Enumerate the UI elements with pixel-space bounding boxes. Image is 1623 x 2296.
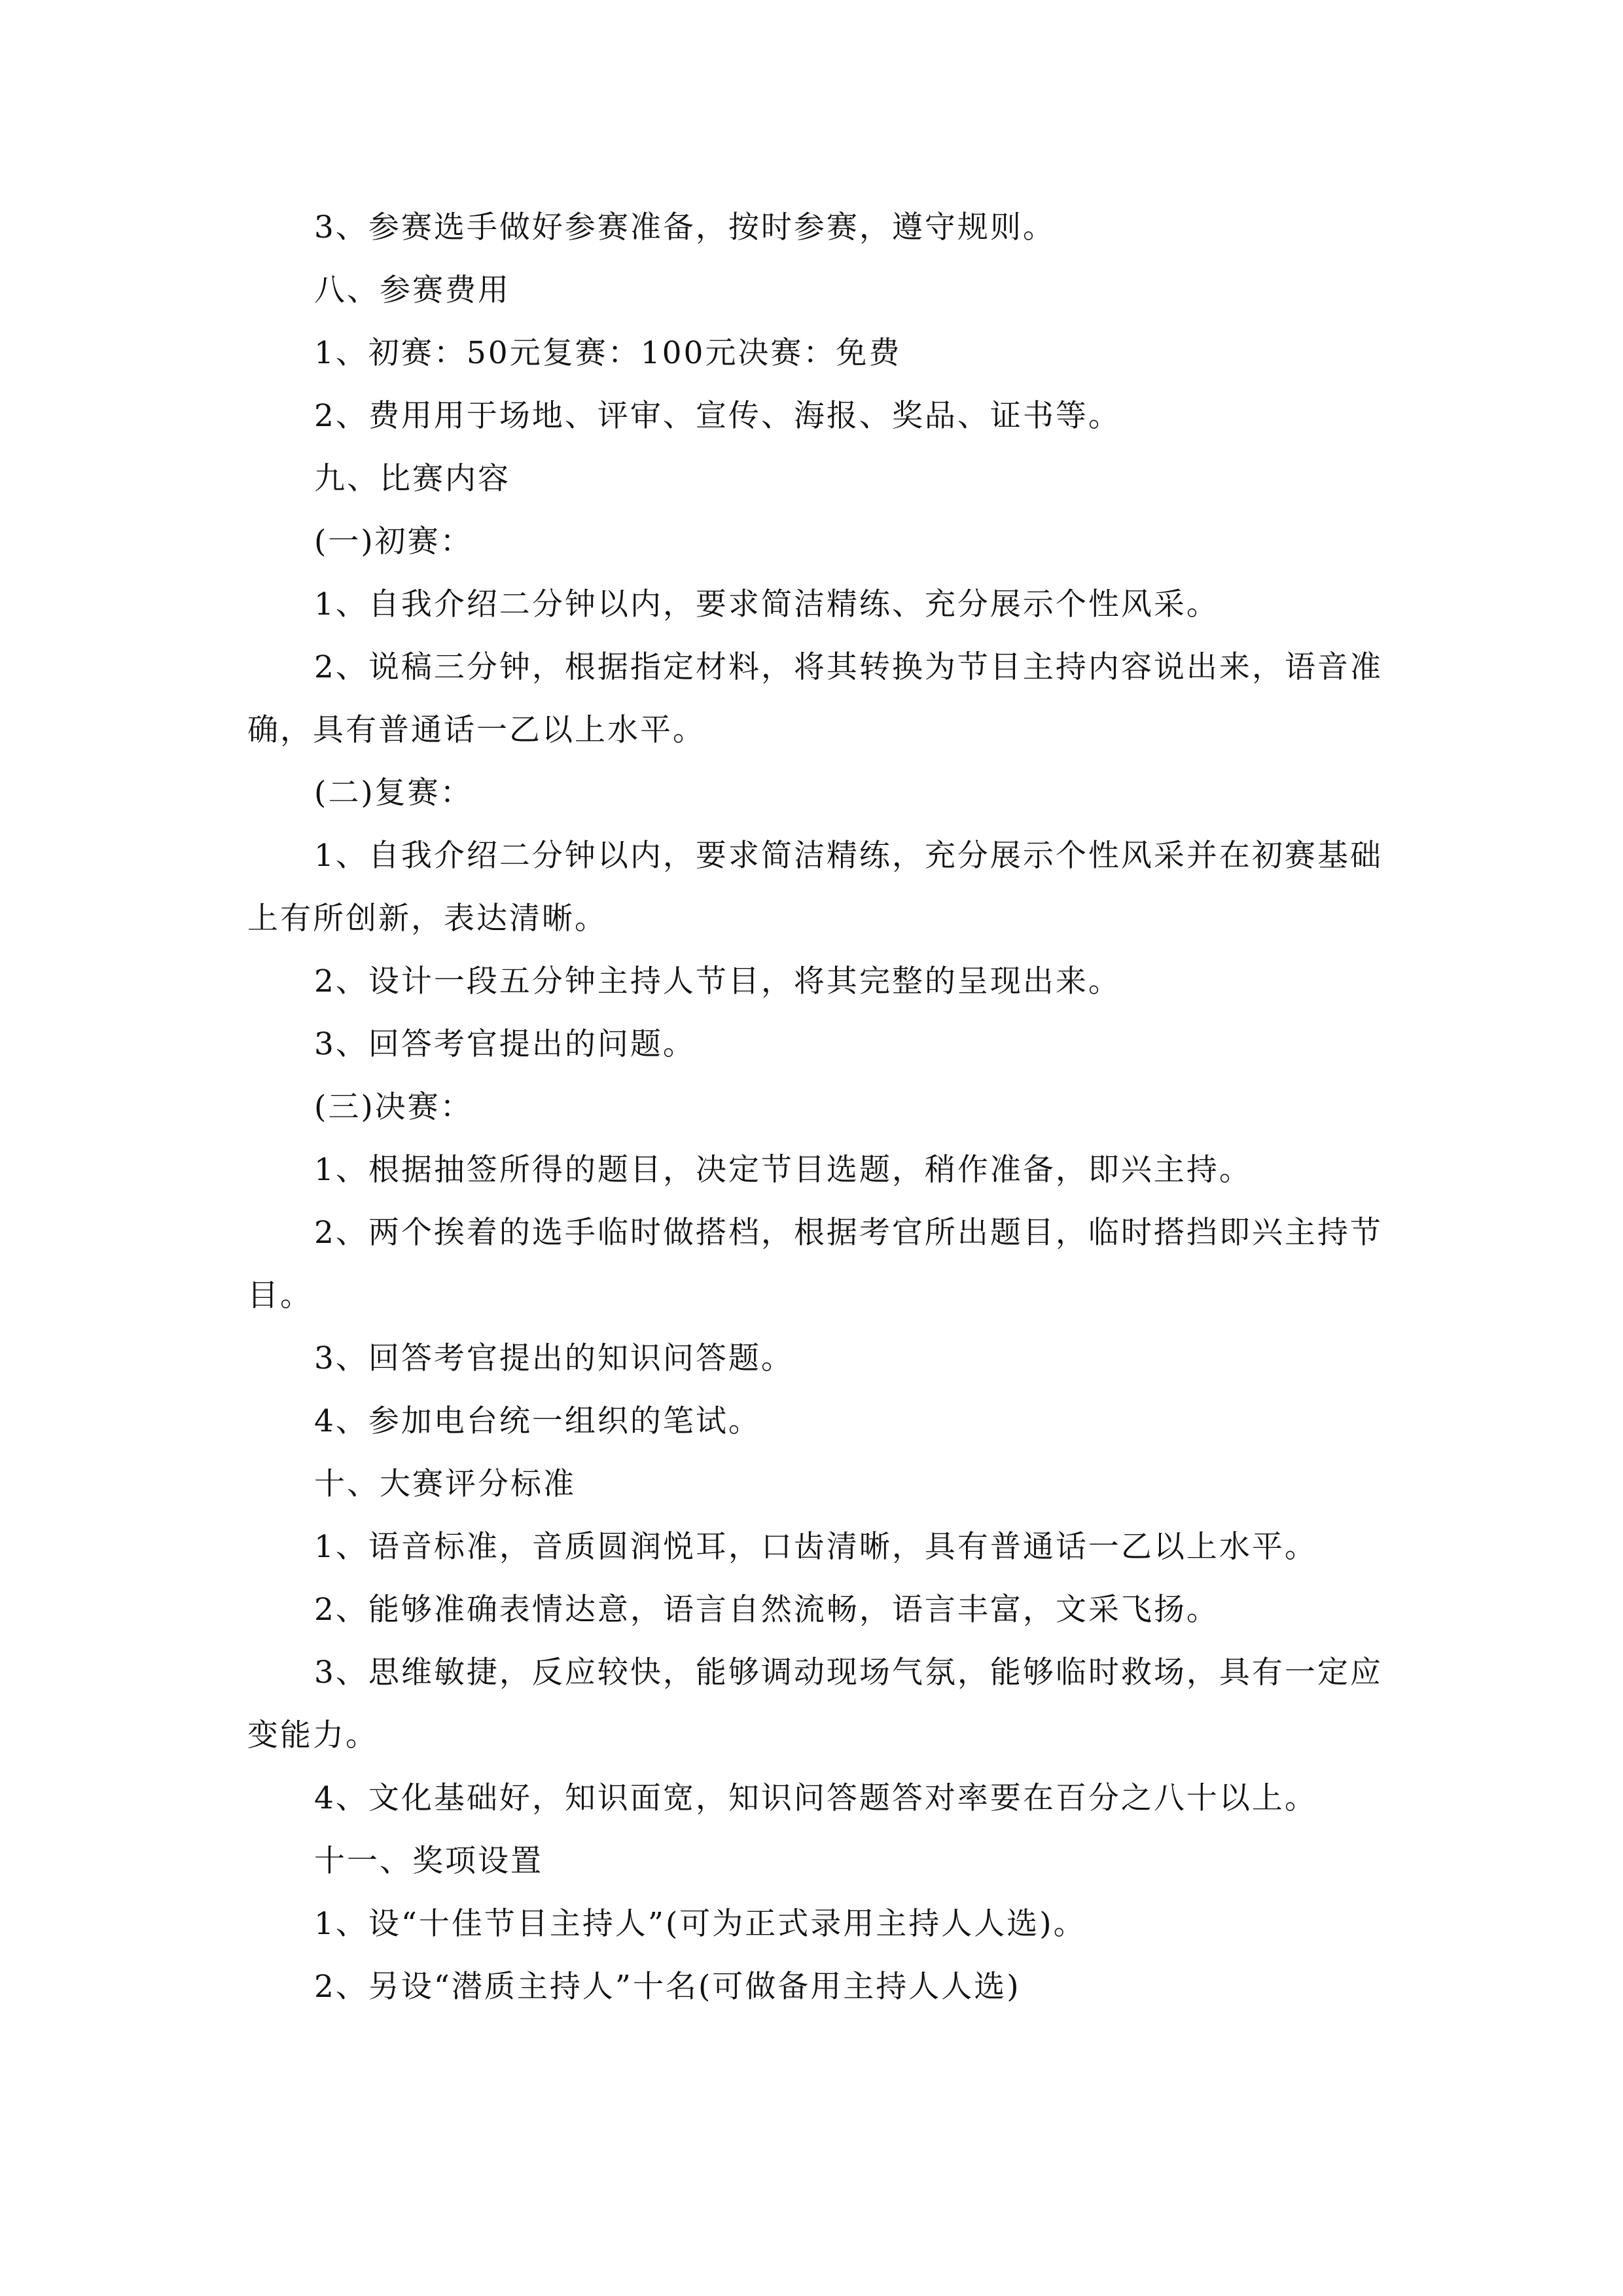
- paragraph-final-2: 2、两个挨着的选手临时做搭档，根据考官所出题目，临时搭挡即兴主持节目。: [247, 1215, 1383, 1314]
- paragraph-semifinal-1: 1、自我介绍二分钟以内，要求简洁精练，充分展示个性风采并在初赛基础上有所创新，表达清晰。: [247, 838, 1383, 937]
- paragraph-final-4: 4、参加电台统一组织的笔试。: [314, 1403, 761, 1439]
- paragraph-preliminary-1: 1、自我介绍二分钟以内，要求简洁精练、充分展示个性风采。: [314, 586, 1219, 622]
- section-heading-scoring: 十、大赛评分标准: [314, 1466, 576, 1502]
- paragraph-awards-2: 2、另设“潜质主持人”十名(可做备用主持人人选): [314, 1969, 1021, 2005]
- paragraph-semifinal-3: 3、回答考官提出的问题。: [314, 1026, 696, 1062]
- paragraph-fees-1: 1、初赛：50元复赛：100元决赛：免费: [314, 335, 902, 371]
- paragraph-rule-3: 3、参赛选手做好参赛准备，按时参赛，遵守规则。: [314, 209, 1056, 245]
- document-body: [247, 196, 1399, 2018]
- subheading-preliminary: (一)初赛：: [314, 524, 473, 560]
- section-heading-fees: 八、参赛费用: [314, 272, 510, 308]
- subheading-semifinal: (二)复赛：: [314, 775, 473, 811]
- subheading-final: (三)决赛：: [314, 1089, 473, 1125]
- paragraph-final-3: 3、回答考官提出的知识问答题。: [314, 1340, 794, 1376]
- paragraph-scoring-2: 2、能够准确表情达意，语言自然流畅，语言丰富，文采飞扬。: [314, 1592, 1219, 1628]
- section-heading-awards: 十一、奖项设置: [314, 1843, 543, 1879]
- paragraph-semifinal-2: 2、设计一段五分钟主持人节目，将其完整的呈现出来。: [314, 963, 1121, 999]
- paragraph-scoring-1: 1、语音标准，音质圆润悦耳，口齿清晰，具有普通话一乙以上水平。: [314, 1529, 1317, 1565]
- paragraph-awards-1: 1、设“十佳节目主持人”(可为正式录用主持人人选)。: [314, 1906, 1086, 1942]
- paragraph-preliminary-2: 2、说稿三分钟，根据指定材料，将其转换为节目主持内容说出来，语音准确，具有普通话一乙以上水平。: [247, 649, 1383, 748]
- paragraph-final-1: 1、根据抽签所得的题目，决定节目选题，稍作准备，即兴主持。: [314, 1152, 1252, 1188]
- paragraph-fees-2: 2、费用用于场地、评审、宣传、海报、奖品、证书等。: [314, 398, 1121, 434]
- section-heading-content: 九、比赛内容: [314, 461, 510, 497]
- paragraph-scoring-3: 3、思维敏捷，反应较快，能够调动现场气氛，能够临时救场，具有一定应变能力。: [247, 1655, 1383, 1753]
- paragraph-scoring-4: 4、文化基础好，知识面宽，知识问答题答对率要在百分之八十以上。: [314, 1780, 1317, 1816]
